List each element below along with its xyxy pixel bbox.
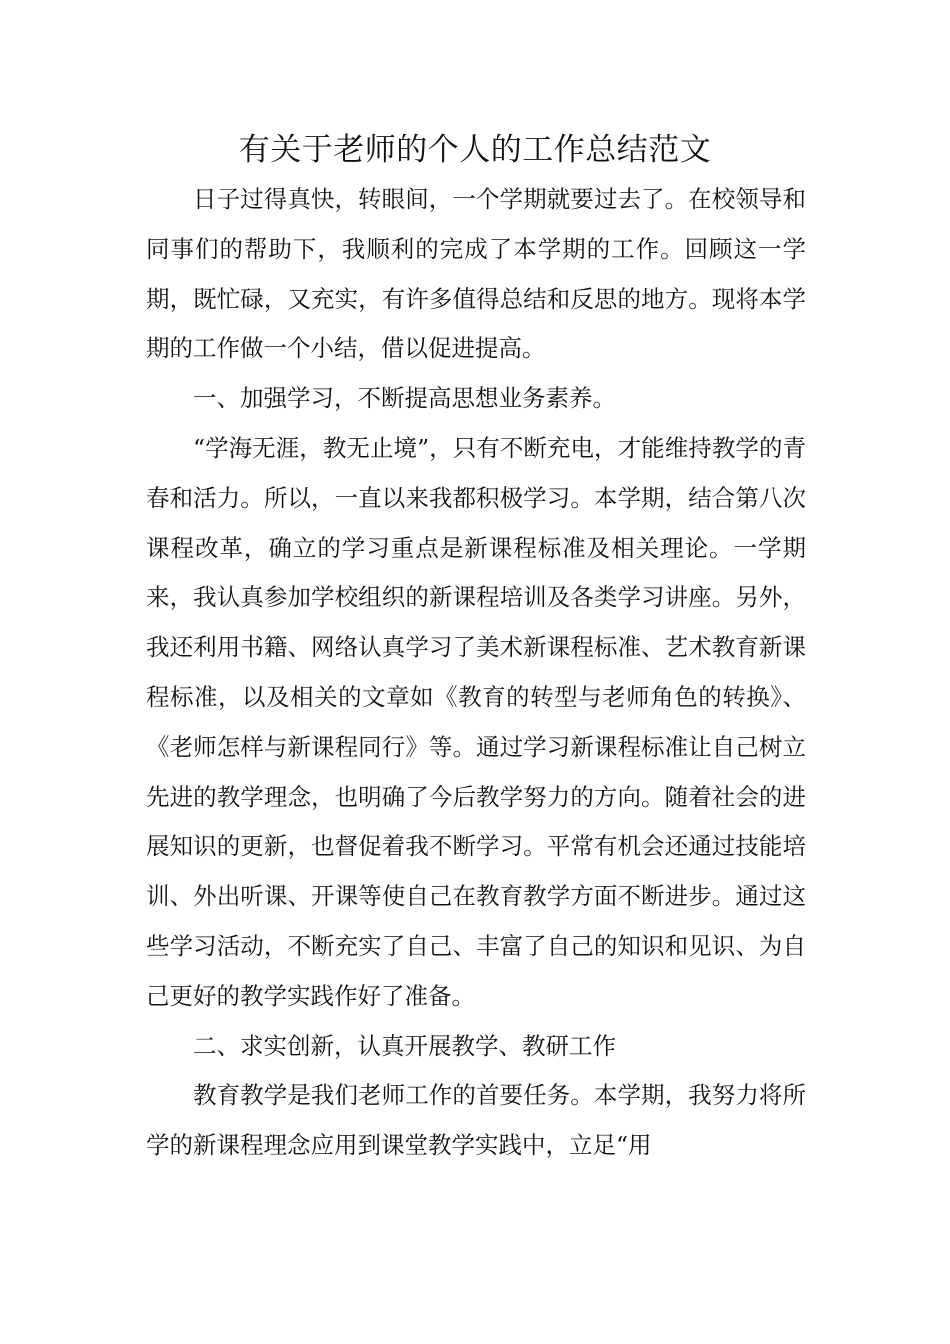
paragraph-study: “学海无涯，教无止境”，只有不断充电，才能维持教学的青春和活力。所以，一直以来我都积极学习。本学期，结合第八次课程改革，确立的学习重点是新课程标准及相关理论。一学期来，我认真参加学校组织的新课程培训及各类学习讲座。另外，我还利用书籍、网络认真学习了美术新课程标准、艺术教育新课程标准，以及相关的文章如《教育的转型与老师角色的转换》、《老师怎样与新课程同行》等。通过学习新课程标准让自己树立先进的教学理念，也明确了今后教学努力的方向。随着社会的进展知识的更新，也督促着我不断学习。平常有机会还通过技能培训、外出听课、开课等使自己在教育教学方面不断进步。通过这些学习活动，不断充实了自己、丰富了自己的知识和见识、为自己更好的教学实践作好了准备。: [146, 433, 806, 1010]
section-heading-2: 二、求实创新，认真开展教学、教研工作: [193, 1031, 616, 1060]
document-body: [146, 175, 806, 1171]
section-heading-1: 一、加强学习，不断提高思想业务素养。: [193, 384, 616, 413]
document-title: 有关于老师的个人的工作总结范文: [238, 132, 712, 168]
paragraph-teaching: 教育教学是我们老师工作的首要任务。本学期，我努力将所学的新课程理念应用到课堂教学实践中，立足“用: [146, 1081, 806, 1160]
paragraph-intro: 日子过得真快，转眼间，一个学期就要过去了。在校领导和同事们的帮助下，我顺利的完成了本学期的工作。回顾这一学期，既忙碌，又充实，有许多值得总结和反思的地方。现将本学期的工作做一个小结，借以促进提高。: [146, 185, 806, 363]
